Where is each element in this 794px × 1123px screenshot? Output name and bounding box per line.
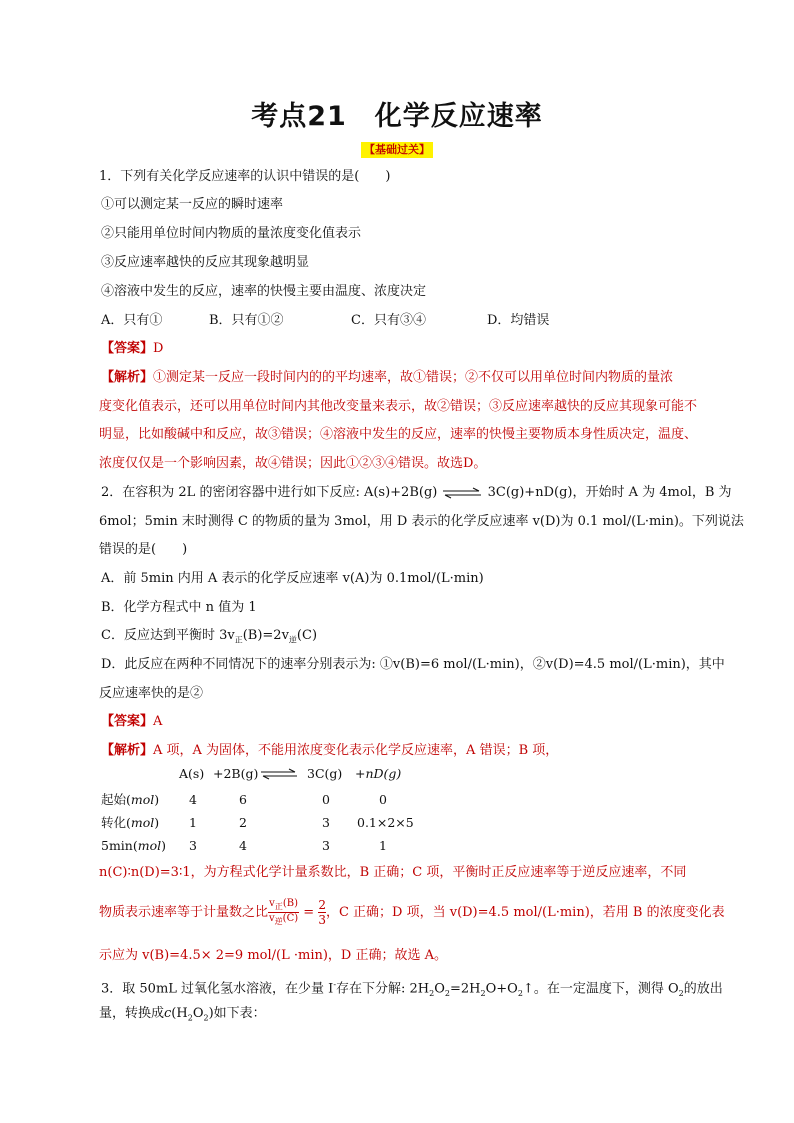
q1-option-c: C．只有③④ — [351, 313, 426, 328]
q2-analysis-line-4: 示应为 v(B)=4.5× 2=9 mol/(L ·min)，D 正确；故选 A。 — [99, 948, 447, 963]
calc-table-header: A(s) +2B(g) 3C(g) +nD(g) — [179, 766, 402, 781]
q2-option-b: B．化学方程式中 n 值为 1 — [101, 600, 257, 615]
equilibrium-arrow-icon — [259, 768, 299, 780]
q1-item-2: ②只能用单位时间内物质的量浓度变化值表示 — [101, 226, 362, 241]
q1-answer: 【答案】D — [101, 341, 164, 356]
section-badge: 【基础过关】 — [361, 142, 433, 158]
calc-table-row: 转化(mol) 1 2 3 0.1×2×5 — [101, 815, 414, 830]
q2-option-d-line-1: D．此反应在两种不同情况下的速率分别表示为: ①v(B)=6 mol/(L·min)，②v(D)=4.5 mol/(L·min)，其中 — [101, 657, 725, 672]
q2-option-a: A．前 5min 内用 A 表示的化学反应速率 v(A)为 0.1mol/(L·min) — [101, 571, 484, 586]
q1-analysis-line-3: 明显，比如酸碱中和反应，故③错误；④溶液中发生的反应，速率的快慢主要物质本身性质决定，温度、 — [99, 427, 698, 442]
q2-answer: 【答案】A — [101, 714, 163, 729]
q2-stem-line-3: 错误的是( ) — [99, 542, 188, 557]
q1-stem: 1．下列有关化学反应速率的认识中错误的是( ) — [99, 169, 391, 184]
q1-options — [101, 312, 549, 330]
q2-stem-line-2: 6mol；5min 末时测得 C 的物质的量为 3mol，用 D 表示的化学反应速率 v(D)为 0.1 mol/(L·min)。下列说法 — [99, 514, 744, 529]
q2-answer-value: A — [153, 714, 163, 729]
q1-item-4: ④溶液中发生的反应，速率的快慢主要由温度、浓度决定 — [101, 284, 427, 299]
q3-stem-line-1: 3．取 50mL 过氧化氢水溶液，在少量 I-存在下分解: $2H_2O_2=2H_2O+O_2↑$。在一定温度下，测得 $O_2$的放出 — [101, 980, 723, 998]
q3-stem-line-2: 量，转换成$c(H_2O_2)$如下表： — [99, 1006, 266, 1023]
equilibrium-arrow-icon — [441, 487, 483, 499]
q2-analysis-line-2: n(C)∶n(D)=3∶1，为方程式化学计量系数比，B 正确；C 项，平衡时正反应速率等于逆反应速率，不同 — [99, 865, 687, 880]
q1-item-3: ③反应速率越快的反应其现象越明显 — [101, 255, 310, 270]
q1-analysis-line-1: 【解析】①测定某一反应一段时间内的的平均速率，故①错误；②不仅可以用单位时间内物质的量浓 — [101, 370, 674, 385]
rate-ratio-fraction: $\frac{v_正(B)}{v_逆(C)}$ — [269, 898, 299, 926]
q1-analysis-line-4: 浓度仅仅是一个影响因素，故④错误；因此①②③④错误。故选D。 — [99, 456, 487, 471]
q1-option-d: D．均错误 — [487, 313, 550, 328]
q2-option-d-line-2: 反应速率快的是② — [99, 686, 204, 701]
q1-answer-value: D — [153, 341, 164, 356]
q1-option-b: B．只有①② — [209, 313, 284, 328]
q1-analysis-line-2: 度变化值表示，还可以用单位时间内其他改变量来表示，故②错误；③反应速率越快的反应其现象可能不 — [99, 399, 698, 414]
q2-analysis-line-3: 物质表示速率等于计量数之比 $\frac{v_正(B)}{v_逆(C)}$ = $\frac{2}{3}$，C 正确；D 项，当 v(D)=4.5 mol/(L·min)，若用 B 的浓度变化表 — [99, 898, 725, 927]
two-thirds-fraction: $\frac{2}{3}$ — [318, 898, 326, 927]
q2-option-c: C．反应达到平衡时 $3v_正(B)=2v_逆(C)$ — [101, 628, 318, 645]
calc-table-row: 起始(mol) 4 6 0 0 — [101, 792, 387, 807]
q2-analysis-line-1: 【解析】A 项，A 为固体，不能用浓度变化表示化学反应速率，A 错误；B 项， — [101, 743, 559, 758]
page-title: 考点21 化学反应速率 — [251, 101, 543, 132]
q1-option-a: A．只有① — [101, 313, 163, 328]
calc-table-row: 5min(mol) 3 4 3 1 — [101, 838, 387, 853]
q2-stem-line-1: 2．在容积为 2L 的密闭容器中进行如下反应: A(s)+2B(g) 3C(g)+nD(g)，开始时 A 为 4mol，B 为 — [101, 485, 732, 500]
q1-item-1: ①可以测定某一反应的瞬时速率 — [101, 197, 284, 212]
